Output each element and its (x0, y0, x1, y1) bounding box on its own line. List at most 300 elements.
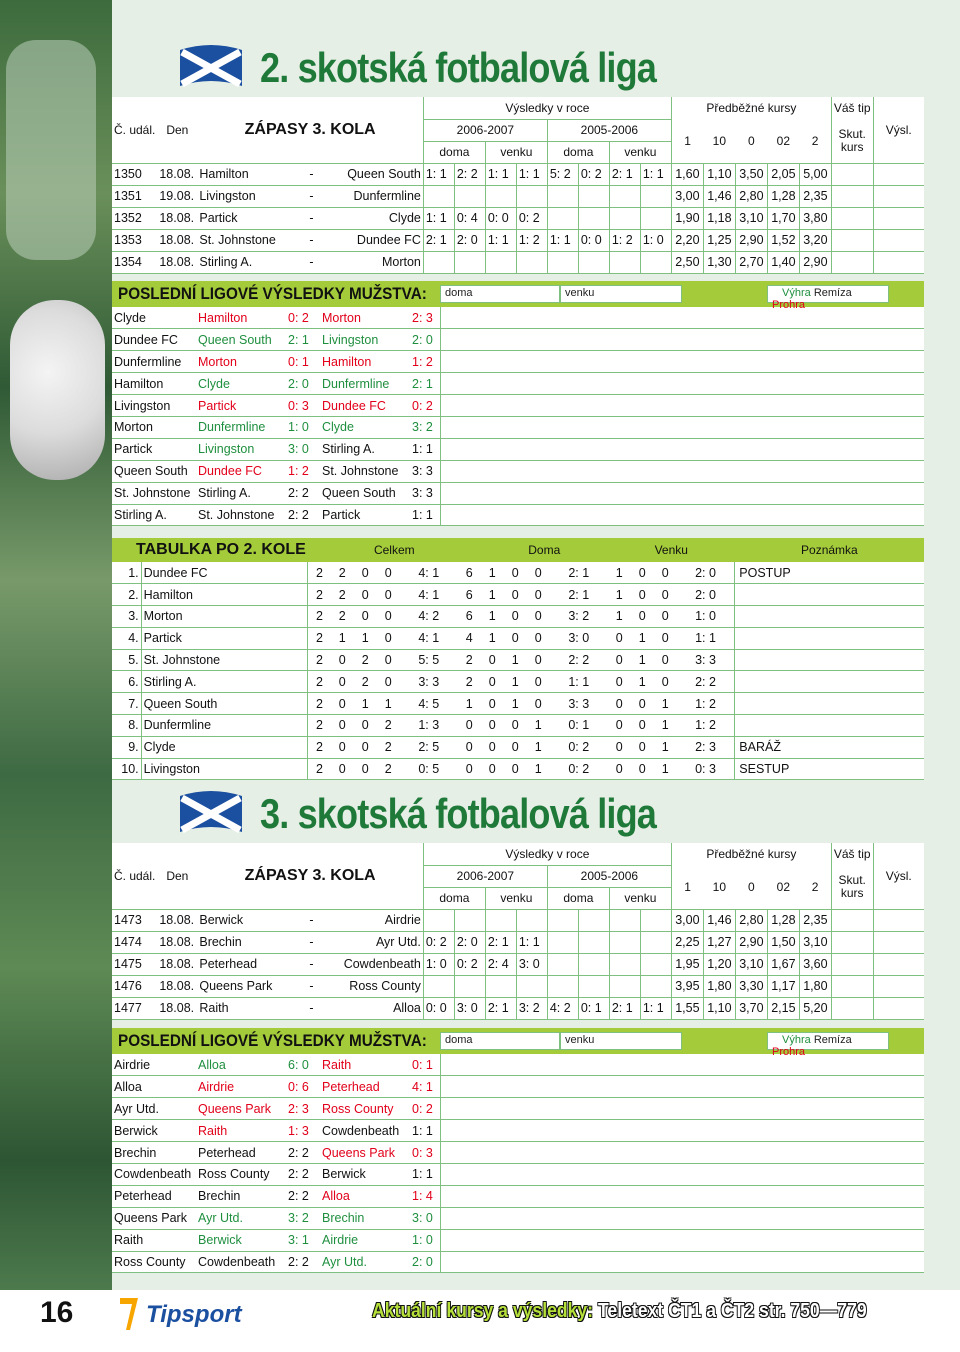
home-team: Partick (197, 207, 307, 229)
history-result: 1: 1 (423, 207, 454, 229)
home-stat: 0: 1 (550, 715, 608, 737)
odds-value: 1,52 (767, 229, 799, 251)
home-stat: 3: 2 (550, 606, 608, 628)
tip-cell[interactable] (831, 251, 873, 273)
dash: - (307, 953, 327, 975)
recent-row (112, 1251, 924, 1273)
away-stat: 0 (654, 584, 677, 606)
total-stat: 1 (354, 627, 377, 649)
history-result: 1: 1 (640, 163, 671, 185)
note: BARÁŽ (735, 736, 924, 758)
history-result (485, 185, 516, 207)
away-stat: 3: 3 (677, 649, 735, 671)
odds-value: 5,00 (799, 163, 831, 185)
home-opponent: Queen South (196, 329, 286, 351)
history-result: 1: 1 (516, 931, 547, 953)
col-odds-10: 10 (703, 119, 735, 163)
legend-box: Výhra Remíza Prohra (767, 1032, 889, 1050)
away-result: 3: 3 (410, 482, 440, 504)
total-stat: 4: 2 (400, 606, 458, 628)
history-result: 0: 2 (578, 163, 609, 185)
blank-cell (440, 1054, 924, 1076)
odds-value: 2,05 (767, 163, 799, 185)
standings-row (112, 715, 924, 737)
home-opponent: Berwick (196, 1229, 286, 1251)
match-id: 1353 (112, 229, 157, 251)
note (735, 693, 924, 715)
team-name: Airdrie (112, 1054, 196, 1076)
history-result (609, 909, 640, 931)
history-result (547, 251, 578, 273)
away-stat: 0 (608, 715, 631, 737)
svg-text:Tipsport: Tipsport (146, 1301, 242, 1328)
away-team: Airdrie (327, 909, 423, 931)
result-cell (873, 953, 924, 975)
recent-row (112, 1076, 924, 1098)
col-venku: venku (609, 141, 671, 163)
away-stat: 0 (631, 758, 654, 780)
team-name: Raith (112, 1229, 196, 1251)
away-result: 1: 0 (410, 1229, 440, 1251)
away-result: 0: 3 (410, 1142, 440, 1164)
home-result: 0: 1 (286, 351, 320, 373)
team-name: Queen South (112, 460, 196, 482)
col-venku: venku (609, 887, 671, 909)
odds-value: 1,40 (767, 251, 799, 273)
match-id: 1352 (112, 207, 157, 229)
standings-row (112, 693, 924, 715)
home-result: 1: 3 (286, 1120, 320, 1142)
total-stat: 1 (377, 693, 400, 715)
tip-cell[interactable] (831, 163, 873, 185)
history-result (516, 251, 547, 273)
odds-value: 5,20 (799, 997, 831, 1019)
dash: - (307, 997, 327, 1019)
recent-row (112, 438, 924, 460)
tip-cell[interactable] (831, 229, 873, 251)
history-result: 1: 0 (423, 953, 454, 975)
total-stat: 2: 5 (400, 736, 458, 758)
football-image (10, 300, 105, 480)
recent-row (112, 1207, 924, 1229)
total-stat: 0 (377, 584, 400, 606)
history-result (547, 953, 578, 975)
tip-cell[interactable] (831, 207, 873, 229)
result-cell (873, 207, 924, 229)
home-stat: 0: 2 (550, 736, 608, 758)
standings-row (112, 584, 924, 606)
recent-row (112, 1185, 924, 1207)
history-result (578, 185, 609, 207)
col-zapasy: ZÁPASY 3. KOLA (197, 97, 423, 163)
position: 5. (112, 649, 141, 671)
history-result: 2: 1 (609, 163, 640, 185)
odds-value: 1,20 (703, 953, 735, 975)
history-result: 1: 1 (516, 163, 547, 185)
dash: - (307, 185, 327, 207)
standings-row (112, 736, 924, 758)
tip-cell[interactable] (831, 997, 873, 1019)
history-result: 0: 2 (423, 931, 454, 953)
match-id: 1477 (112, 997, 157, 1019)
odds-value: 2,70 (735, 251, 767, 273)
recent-header-bar (112, 1028, 924, 1058)
away-result: 3: 3 (410, 460, 440, 482)
odds-value: 3,10 (799, 931, 831, 953)
total-stat: 0 (377, 606, 400, 628)
blank-cell (440, 504, 924, 526)
away-stat: 0: 3 (677, 758, 735, 780)
match-date: 18.08. (157, 997, 197, 1019)
home-team: Queens Park (197, 975, 307, 997)
away-result: 3: 2 (410, 416, 440, 438)
standings-row (112, 562, 924, 584)
home-opponent: Hamilton (196, 307, 286, 329)
away-team: Ayr Utd. (327, 931, 423, 953)
match-row (112, 251, 924, 273)
history-result (547, 975, 578, 997)
history-result (423, 251, 454, 273)
home-stat: 3: 3 (550, 693, 608, 715)
history-result: 0: 0 (423, 997, 454, 1019)
home-result: 2: 2 (286, 1163, 320, 1185)
recent-header-bar (112, 281, 924, 311)
result-cell (873, 163, 924, 185)
match-date: 18.08. (157, 975, 197, 997)
history-result (640, 931, 671, 953)
away-opponent: Alloa (320, 1185, 410, 1207)
tip-cell[interactable] (831, 931, 873, 953)
away-stat: 1 (608, 606, 631, 628)
note: POSTUP (735, 562, 924, 584)
league2-matches (112, 843, 924, 1020)
total-stat: 4: 1 (400, 584, 458, 606)
away-result: 2: 1 (410, 373, 440, 395)
history-result: 1: 1 (640, 997, 671, 1019)
history-result (640, 975, 671, 997)
history-result: 0: 1 (578, 997, 609, 1019)
home-stat: 1: 1 (550, 671, 608, 693)
total-stat: 0 (354, 715, 377, 737)
match-date: 18.08. (157, 953, 197, 975)
total-stat: 0 (377, 562, 400, 584)
team-name: Hamilton (112, 373, 196, 395)
away-stat: 0 (654, 627, 677, 649)
total-stat: 0 (458, 715, 481, 737)
blank-cell (440, 1142, 924, 1164)
col-skut-kurs: Skut. kurs (831, 865, 873, 909)
away-stat: 2: 0 (677, 584, 735, 606)
home-result: 0: 3 (286, 395, 320, 417)
home-result: 6: 0 (286, 1054, 320, 1076)
odds-value: 1,10 (703, 997, 735, 1019)
away-stat: 0 (631, 606, 654, 628)
history-result (578, 975, 609, 997)
blank-cell (440, 373, 924, 395)
away-stat: 0 (654, 562, 677, 584)
total-stat: 0 (354, 562, 377, 584)
col-doma: Doma (481, 538, 608, 562)
tip-cell[interactable] (831, 975, 873, 997)
team-name: Stirling A. (112, 504, 196, 526)
background-photo (0, 0, 112, 1290)
home-stat: 0 (527, 562, 550, 584)
home-opponent: Clyde (196, 373, 286, 395)
result-cell (873, 185, 924, 207)
blank-cell (440, 1120, 924, 1142)
odds-value: 1,17 (767, 975, 799, 997)
home-result: 0: 2 (286, 307, 320, 329)
match-row (112, 229, 924, 251)
history-result: 2: 4 (485, 953, 516, 975)
history-result (578, 207, 609, 229)
team-name: Clyde (141, 736, 308, 758)
odds-value: 3,95 (671, 975, 703, 997)
tip-cell[interactable] (831, 909, 873, 931)
team-name: Dundee FC (141, 562, 308, 584)
odds-value: 3,00 (671, 185, 703, 207)
history-result (516, 975, 547, 997)
col-doma: doma (423, 887, 485, 909)
away-stat: 2: 2 (677, 671, 735, 693)
home-result: 2: 0 (286, 373, 320, 395)
away-stat: 1 (608, 562, 631, 584)
home-opponent: Morton (196, 351, 286, 373)
recent-title: POSLEDNÍ LIGOVÉ VÝSLEDKY MUŽSTVA: (118, 1031, 427, 1050)
col-odds-1: 1 (671, 865, 703, 909)
total-stat: 2 (331, 562, 354, 584)
home-stat: 0 (481, 758, 504, 780)
history-result (640, 207, 671, 229)
total-stat: 2 (308, 606, 331, 628)
history-result: 1: 2 (516, 229, 547, 251)
odds-value: 1,55 (671, 997, 703, 1019)
away-stat: 1 (654, 715, 677, 737)
home-team: Berwick (197, 909, 307, 931)
blank-cell (440, 1098, 924, 1120)
total-stat: 2 (331, 606, 354, 628)
blank-cell (440, 1251, 924, 1273)
home-stat: 2: 1 (550, 584, 608, 606)
away-stat: 0 (631, 562, 654, 584)
recent-row (112, 1142, 924, 1164)
total-stat: 1 (354, 693, 377, 715)
home-stat: 1 (481, 627, 504, 649)
total-stat: 2 (308, 758, 331, 780)
position: 1. (112, 562, 141, 584)
home-team: Raith (197, 997, 307, 1019)
col-doma: doma (547, 141, 609, 163)
tip-cell[interactable] (831, 185, 873, 207)
home-result: 0: 6 (286, 1076, 320, 1098)
recent-row (112, 1098, 924, 1120)
history-result (423, 975, 454, 997)
dash: - (307, 909, 327, 931)
home-opponent: Ayr Utd. (196, 1207, 286, 1229)
odds-value: 2,80 (735, 909, 767, 931)
note (735, 584, 924, 606)
blank-cell (440, 307, 924, 329)
history-result: 0: 0 (485, 207, 516, 229)
home-stat: 1 (527, 758, 550, 780)
venku-box: venku (560, 285, 682, 303)
history-result (578, 931, 609, 953)
match-row (112, 931, 924, 953)
total-stat: 2 (308, 584, 331, 606)
away-stat: 0 (654, 671, 677, 693)
away-stat: 1 (654, 693, 677, 715)
match-date: 18.08. (157, 163, 197, 185)
away-stat: 0 (608, 627, 631, 649)
away-opponent: Airdrie (320, 1229, 410, 1251)
col-odds-0: 0 (735, 865, 767, 909)
standings-row (112, 758, 924, 780)
away-result: 1: 1 (410, 1120, 440, 1142)
total-stat: 0: 5 (400, 758, 458, 780)
dash: - (307, 931, 327, 953)
history-result: 2: 0 (454, 229, 485, 251)
away-opponent: Ayr Utd. (320, 1251, 410, 1273)
result-cell (873, 997, 924, 1019)
odds-value: 2,15 (767, 997, 799, 1019)
odds-value: 1,28 (767, 909, 799, 931)
blank-cell (440, 438, 924, 460)
history-result (609, 207, 640, 229)
tip-cell[interactable] (831, 953, 873, 975)
match-id: 1473 (112, 909, 157, 931)
standings (112, 538, 924, 780)
history-result (454, 185, 485, 207)
home-stat: 1 (481, 584, 504, 606)
dash: - (307, 163, 327, 185)
odds-value: 1,10 (703, 163, 735, 185)
blank-cell (440, 395, 924, 417)
history-result (454, 909, 485, 931)
away-opponent: Livingston (320, 329, 410, 351)
history-result (578, 251, 609, 273)
home-result: 2: 2 (286, 1142, 320, 1164)
away-opponent: Queens Park (320, 1142, 410, 1164)
home-stat: 0 (481, 736, 504, 758)
col-den: Den (157, 843, 197, 909)
away-team: Clyde (327, 207, 423, 229)
home-stat: 0 (527, 606, 550, 628)
away-stat: 1 (631, 627, 654, 649)
col-venku: Venku (608, 538, 735, 562)
away-stat: 0 (608, 671, 631, 693)
match-date: 18.08. (157, 229, 197, 251)
history-result (516, 909, 547, 931)
history-result: 1: 1 (485, 229, 516, 251)
col-zapasy: ZÁPASY 3. KOLA (197, 843, 423, 909)
away-stat: 0 (654, 606, 677, 628)
history-result (485, 975, 516, 997)
result-cell (873, 931, 924, 953)
total-stat: 2 (354, 671, 377, 693)
away-result: 2: 0 (410, 329, 440, 351)
blank-cell (440, 1185, 924, 1207)
home-team: Stirling A. (197, 251, 307, 273)
total-stat: 2 (377, 736, 400, 758)
position: 8. (112, 715, 141, 737)
match-row (112, 163, 924, 185)
history-result: 1: 0 (640, 229, 671, 251)
total-stat: 0 (377, 649, 400, 671)
history-result: 0: 4 (454, 207, 485, 229)
recent-row (112, 504, 924, 526)
result-cell (873, 251, 924, 273)
total-stat: 2 (308, 627, 331, 649)
away-result: 4: 1 (410, 1076, 440, 1098)
team-name: Dunfermline (112, 351, 196, 373)
odds-value: 3,10 (735, 207, 767, 229)
home-stat: 1 (481, 606, 504, 628)
odds-value: 3,80 (799, 207, 831, 229)
standings-title: TABULKA PO 2. KOLE (112, 538, 308, 562)
doma-box: doma (440, 1032, 560, 1050)
total-stat: 0 (458, 758, 481, 780)
odds-value: 2,25 (671, 931, 703, 953)
total-stat: 0 (331, 671, 354, 693)
away-result: 0: 1 (410, 1054, 440, 1076)
recent-row (112, 460, 924, 482)
team-name: St. Johnstone (112, 482, 196, 504)
match-date: 18.08. (157, 909, 197, 931)
recent-row (112, 351, 924, 373)
home-result: 1: 0 (286, 416, 320, 438)
home-team: Livingston (197, 185, 307, 207)
home-stat: 0 (527, 627, 550, 649)
scotland-flag-icon (178, 42, 244, 94)
total-stat: 6 (458, 584, 481, 606)
total-stat: 2 (458, 671, 481, 693)
home-opponent: Livingston (196, 438, 286, 460)
match-row (112, 997, 924, 1019)
history-result (423, 909, 454, 931)
total-stat: 0 (458, 736, 481, 758)
total-stat: 1 (331, 627, 354, 649)
match-row (112, 953, 924, 975)
home-stat: 1 (481, 562, 504, 584)
home-opponent: St. Johnstone (196, 504, 286, 526)
odds-value: 3,10 (735, 953, 767, 975)
away-opponent: Cowdenbeath (320, 1120, 410, 1142)
total-stat: 0 (377, 627, 400, 649)
team-name: Livingston (141, 758, 308, 780)
total-stat: 2 (308, 671, 331, 693)
home-stat: 0 (527, 671, 550, 693)
home-opponent: Raith (196, 1120, 286, 1142)
col-2005-2006: 2005-2006 (547, 119, 671, 141)
away-team: Cowdenbeath (327, 953, 423, 975)
note (735, 671, 924, 693)
total-stat: 6 (458, 562, 481, 584)
home-opponent: Peterhead (196, 1142, 286, 1164)
total-stat: 0 (354, 736, 377, 758)
away-opponent: Ross County (320, 1098, 410, 1120)
scotland-flag-icon (178, 788, 244, 840)
history-result: 4: 2 (547, 997, 578, 1019)
legend-box: Výhra Remíza Prohra (767, 285, 889, 303)
odds-value: 3,30 (735, 975, 767, 997)
home-result: 2: 2 (286, 1185, 320, 1207)
odds-value: 3,20 (799, 229, 831, 251)
total-stat: 0 (354, 584, 377, 606)
odds-value: 1,95 (671, 953, 703, 975)
away-team: Dunfermline (327, 185, 423, 207)
home-team: Hamilton (197, 163, 307, 185)
total-stat: 1 (458, 693, 481, 715)
